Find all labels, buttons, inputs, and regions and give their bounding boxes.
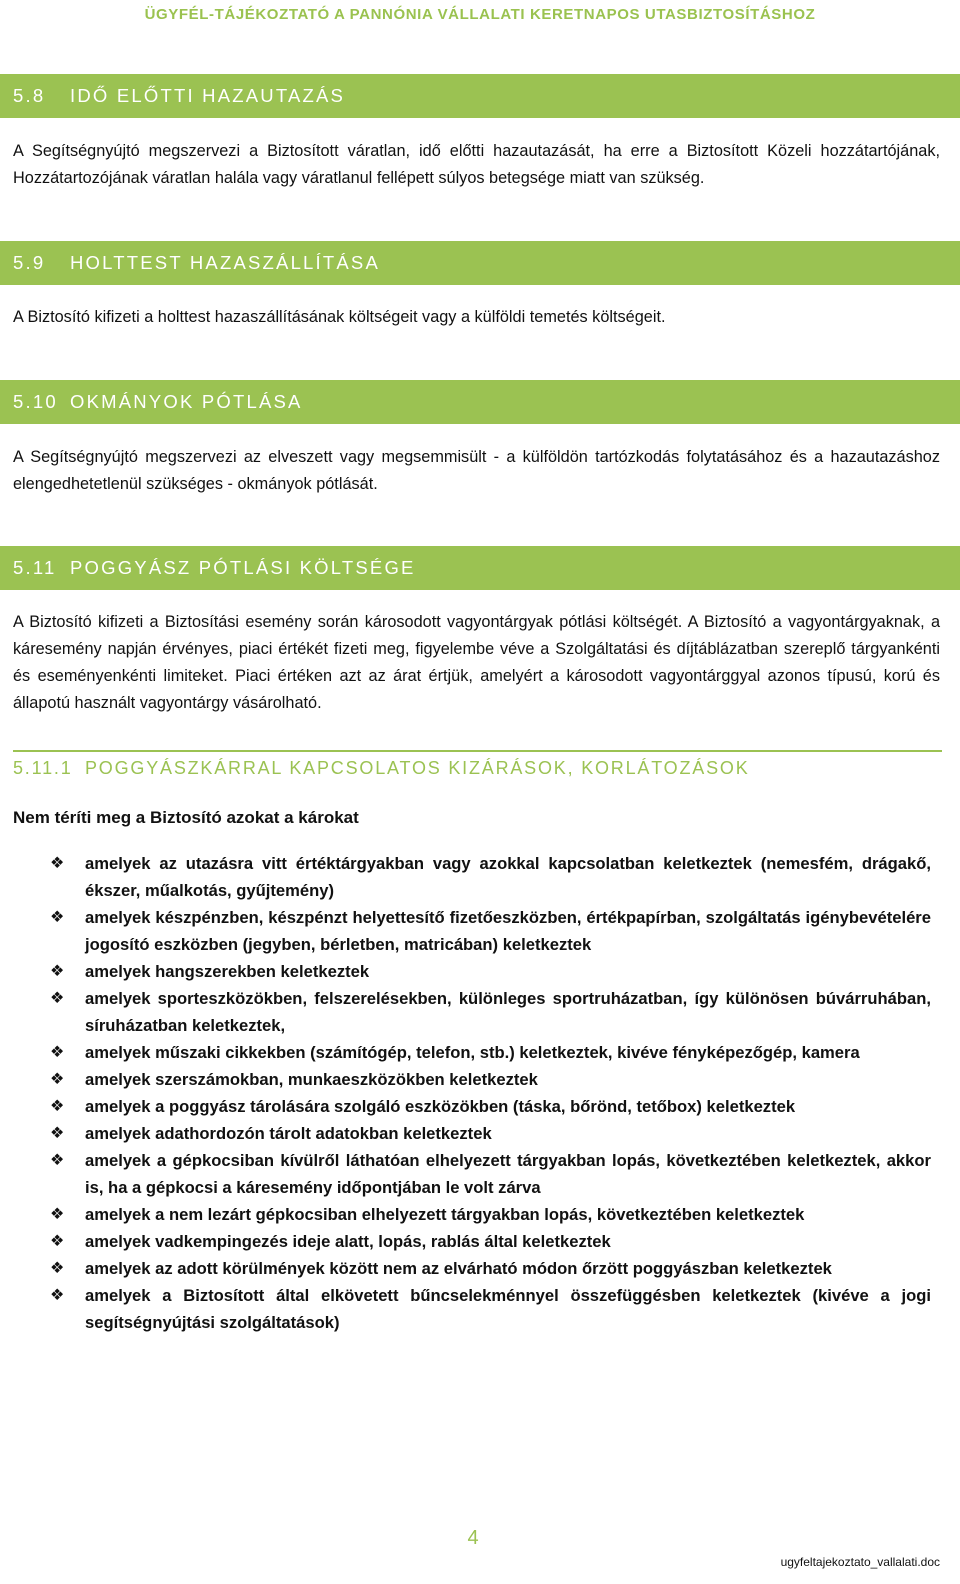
diamond-bullet-icon: ❖ bbox=[50, 1287, 65, 1304]
list-item-text: amelyek a nem lezárt gépkocsiban elhelyezett tárgyakban lopás, következtében keletkeztek bbox=[85, 1205, 805, 1224]
list-item-text: amelyek a Biztosított által elkövetett bűncselekménnyel összefüggésben keletkeztek (kivéve a jogi segítségnyújtási szolgáltatások) bbox=[85, 1286, 931, 1332]
list-item bbox=[0, 1282, 960, 1336]
section-body-5-10: A Segítségnyújtó megszervezi az elveszett vagy megsemmisült - a külföldön tartózkodás folytatásához és a hazautazáshoz elengedhetetlenül szükséges - okmányok pótlását. bbox=[13, 448, 940, 493]
section-number: 5.9 bbox=[13, 252, 46, 273]
list-item bbox=[0, 1147, 960, 1201]
diamond-bullet-icon: ❖ bbox=[50, 855, 65, 872]
list-item-text: amelyek az utazásra vitt értéktárgyakban vagy azokkal kapcsolatban keletkeztek (nemesfém, drágakő, ékszer, műalkotás, gyűjtemény) bbox=[85, 854, 931, 900]
list-item-text: amelyek készpénzben, készpénzt helyettesítő fizetőeszközben, értékpapírban, szolgáltatás igénybevételére jogosító eszközben (jegyben, bérletben, matricában) keletkeztek bbox=[85, 908, 931, 954]
list-item-text: amelyek a poggyász tárolására szolgáló eszközökben (táska, bőrönd, tetőbox) keletkeztek bbox=[85, 1097, 796, 1116]
diamond-bullet-icon: ❖ bbox=[50, 1071, 65, 1088]
section-heading-5-10 bbox=[0, 380, 960, 424]
section-heading-5-8 bbox=[0, 74, 960, 118]
section-number: 5.8 bbox=[13, 85, 46, 106]
diamond-bullet-icon: ❖ bbox=[50, 909, 65, 926]
list-item-text: amelyek hangszerekben keletkeztek bbox=[85, 962, 370, 981]
list-item bbox=[0, 1039, 960, 1066]
diamond-bullet-icon: ❖ bbox=[50, 1125, 65, 1142]
section-title: POGGYÁSZ PÓTLÁSI KÖLTSÉGE bbox=[70, 557, 416, 578]
section-title: HOLTTEST HAZASZÁLLÍTÁSA bbox=[70, 252, 381, 273]
list-item bbox=[0, 1093, 960, 1120]
section-number: 5.11 bbox=[13, 557, 57, 578]
subsection-number: 5.11.1 bbox=[13, 758, 73, 778]
section-heading-5-9 bbox=[0, 241, 960, 285]
list-item bbox=[0, 985, 960, 1039]
list-item-text: amelyek adathordozón tárolt adatokban keletkeztek bbox=[85, 1124, 492, 1143]
list-item bbox=[0, 904, 960, 958]
diamond-bullet-icon: ❖ bbox=[50, 1233, 65, 1250]
list-item bbox=[0, 850, 960, 904]
list-item-text: amelyek műszaki cikkekben (számítógép, telefon, stb.) keletkeztek, kivéve fényképezőgép, kamera bbox=[85, 1043, 860, 1062]
page-number: 4 bbox=[467, 1527, 479, 1549]
section-title: OKMÁNYOK PÓTLÁSA bbox=[70, 391, 303, 412]
section-title: IDŐ ELŐTTI HAZAUTAZÁS bbox=[70, 85, 346, 106]
diamond-bullet-icon: ❖ bbox=[50, 1152, 65, 1169]
diamond-bullet-icon: ❖ bbox=[50, 1206, 65, 1223]
exclusions-list bbox=[0, 850, 960, 1336]
list-item-text: amelyek az adott körülmények között nem az elvárható módon őrzött poggyászban keletkeztek bbox=[85, 1259, 832, 1278]
exclusions-lead: Nem téríti meg a Biztosító azokat a károkat bbox=[13, 808, 359, 827]
diamond-bullet-icon: ❖ bbox=[50, 1044, 65, 1061]
list-item bbox=[0, 1066, 960, 1093]
list-item-text: amelyek szerszámokban, munkaeszközökben keletkeztek bbox=[85, 1070, 538, 1089]
section-heading-5-11 bbox=[0, 546, 960, 590]
list-item bbox=[0, 1120, 960, 1147]
running-header: ÜGYFÉL-TÁJÉKOZTATÓ A PANNÓNIA VÁLLALATI KERETNAPOS UTASBIZTOSÍTÁSHOZ bbox=[144, 6, 816, 23]
list-item-text: amelyek sporteszközökben, felszerelésekben, különleges sportruházatban, így különösen búvárruhában, síruházatban keletkeztek, bbox=[85, 989, 931, 1035]
subsection-heading-5-11-1 bbox=[13, 750, 942, 782]
diamond-bullet-icon: ❖ bbox=[50, 990, 65, 1007]
section-body-5-11: A Biztosító kifizeti a Biztosítási esemény során károsodott vagyontárgyak pótlási költségét. A Biztosító a vagyontárgyaknak, a káresemény napján érvényes, piaci értékét fizeti meg, figyelembe véve a Szolgáltatási és díjtáblázatban szereplő tárgyankénti és eseményenkénti limiteket. Piaci értéken azt az árat értjük, amelyért a károsodott vagyontárggyal azonos típusú, korú és állapotú használt vagyontárgy vásárolható. bbox=[13, 613, 940, 712]
section-number: 5.10 bbox=[13, 391, 58, 412]
list-item bbox=[0, 1255, 960, 1282]
list-item bbox=[0, 958, 960, 985]
diamond-bullet-icon: ❖ bbox=[50, 1098, 65, 1115]
subsection-title: POGGYÁSZKÁRRAL KAPCSOLATOS KIZÁRÁSOK, KORLÁTOZÁSOK bbox=[85, 758, 750, 778]
section-body-5-8: A Segítségnyújtó megszervezi a Biztosított váratlan, idő előtti hazautazását, ha erre a Biztosított Közeli hozzátartójának, Hozzátartozójának váratlan halála vagy váratlanul fellépett súlyos betegsége miatt van szükség. bbox=[13, 142, 940, 187]
list-item bbox=[0, 1228, 960, 1255]
section-body-5-9: A Biztosító kifizeti a holttest hazaszállításának költségeit vagy a külföldi temetés költségeit. bbox=[13, 308, 666, 326]
list-item-text: amelyek a gépkocsiban kívülről láthatóan elhelyezett tárgyakban lopás, következtében keletkeztek, akkor is, ha a gépkocsi a káresemény időpontjában le volt zárva bbox=[85, 1151, 931, 1197]
diamond-bullet-icon: ❖ bbox=[50, 963, 65, 980]
list-item bbox=[0, 1201, 960, 1228]
diamond-bullet-icon: ❖ bbox=[50, 1260, 65, 1277]
footer-file-name: ugyfeltajekoztato_vallalati.doc bbox=[780, 1555, 940, 1569]
list-item-text: amelyek vadkempingezés ideje alatt, lopás, rablás által keletkeztek bbox=[85, 1232, 611, 1251]
